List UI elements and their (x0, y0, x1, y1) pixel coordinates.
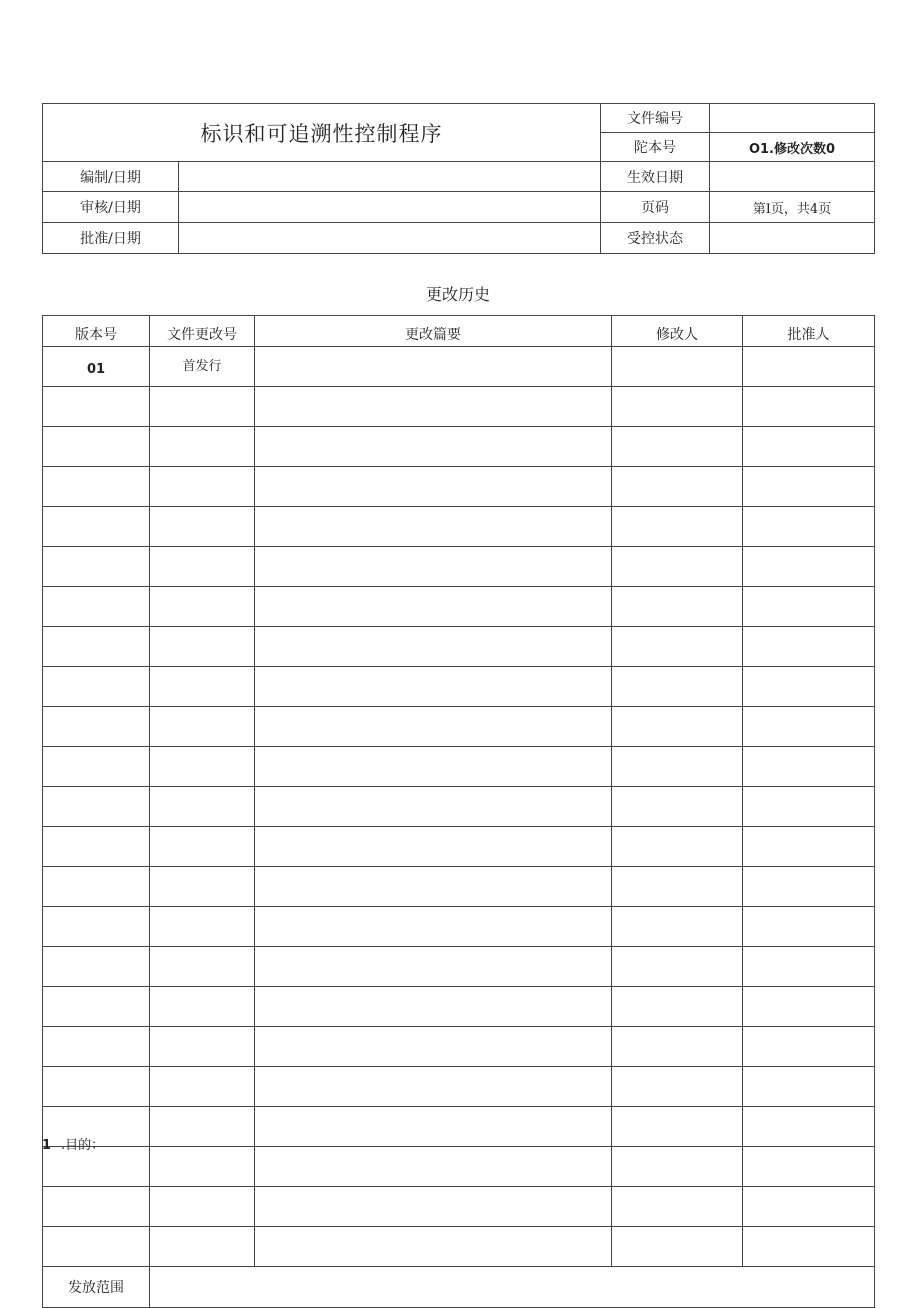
history-header-row (43, 316, 875, 347)
table-cell (255, 987, 612, 1027)
table-cell (43, 947, 150, 987)
table-cell (43, 1187, 150, 1227)
column-header: 修改人 (612, 316, 743, 347)
table-cell (255, 1027, 612, 1067)
table-row (43, 707, 875, 747)
table-row (43, 587, 875, 627)
change-history-title: 更改历史 (425, 285, 490, 304)
table-row (43, 1227, 875, 1267)
table-cell (743, 507, 875, 547)
table-cell (612, 987, 743, 1027)
table-cell (43, 1227, 150, 1267)
table-cell (743, 947, 875, 987)
table-cell (150, 667, 255, 707)
table-cell (255, 427, 612, 467)
table-cell (150, 427, 255, 467)
table-row (43, 1027, 875, 1067)
table-cell (612, 387, 743, 427)
table-cell (612, 1187, 743, 1227)
document-header-table (42, 103, 875, 254)
table-cell (612, 787, 743, 827)
table-cell (612, 1147, 743, 1187)
section-number: 1 (42, 1138, 52, 1153)
table-cell (743, 987, 875, 1027)
table-cell (612, 1067, 743, 1107)
table-row (43, 907, 875, 947)
table-cell (743, 707, 875, 747)
distribution-row (43, 1267, 875, 1308)
column-header: 批准人 (743, 316, 875, 347)
file-number-value (710, 104, 875, 133)
table-cell (43, 1027, 150, 1067)
table-cell (612, 347, 743, 387)
table-cell (743, 1147, 875, 1187)
table-cell (743, 1227, 875, 1267)
table-cell (612, 547, 743, 587)
table-cell (255, 1187, 612, 1227)
table-cell (43, 667, 150, 707)
table-cell (743, 427, 875, 467)
table-cell (612, 827, 743, 867)
table-cell (255, 667, 612, 707)
table-cell (743, 747, 875, 787)
table-cell (43, 867, 150, 907)
table-cell (43, 387, 150, 427)
table-cell (43, 627, 150, 667)
effective-date-value (710, 162, 875, 192)
table-row (43, 947, 875, 987)
document-title: 标识和可追溯性控制程序 (43, 104, 601, 162)
distribution-value (150, 1267, 875, 1308)
table-row (43, 627, 875, 667)
approve-date-value (179, 223, 601, 254)
table-cell (743, 547, 875, 587)
table-cell (612, 707, 743, 747)
table-cell (150, 827, 255, 867)
column-header: 更改篇要 (255, 316, 612, 347)
table-cell (612, 1027, 743, 1067)
table-cell (43, 467, 150, 507)
table-row (43, 747, 875, 787)
table-cell (743, 787, 875, 827)
section-heading (42, 1134, 104, 1153)
table-row (43, 987, 875, 1027)
table-cell (43, 507, 150, 547)
table-cell (150, 787, 255, 827)
table-cell (612, 907, 743, 947)
table-row (43, 347, 875, 387)
table-cell (743, 1107, 875, 1147)
table-cell (612, 427, 743, 467)
table-cell (255, 347, 612, 387)
table-cell (612, 467, 743, 507)
control-status-value (710, 223, 875, 254)
page-number-label: 页码 (601, 192, 710, 223)
table-cell (612, 667, 743, 707)
effective-date-label: 生效日期 (601, 162, 710, 192)
table-cell (612, 1227, 743, 1267)
table-cell (255, 1107, 612, 1147)
table-cell (612, 947, 743, 987)
table-cell (612, 587, 743, 627)
table-cell (743, 827, 875, 867)
table-cell (255, 1227, 612, 1267)
table-cell (612, 1107, 743, 1147)
control-status-label: 受控状态 (601, 223, 710, 254)
table-cell (255, 827, 612, 867)
column-header: 版本号 (43, 316, 150, 347)
version-value: O1.修改次数0 (710, 133, 875, 162)
approve-date-label: 批准/日期 (43, 223, 179, 254)
table-row (43, 1147, 875, 1187)
table-cell (150, 707, 255, 747)
table-cell (255, 947, 612, 987)
table-cell (150, 467, 255, 507)
table-cell (150, 867, 255, 907)
table-row (43, 547, 875, 587)
table-cell (43, 547, 150, 587)
table-cell (150, 507, 255, 547)
compile-date-value (179, 162, 601, 192)
compile-date-label: 编制/日期 (43, 162, 179, 192)
column-header: 文件更改号 (150, 316, 255, 347)
table-cell (150, 627, 255, 667)
table-cell (150, 747, 255, 787)
table-cell (743, 1067, 875, 1107)
version-label: 陀本号 (601, 133, 710, 162)
table-cell: 01 (43, 347, 150, 387)
table-cell (612, 507, 743, 547)
table-cell (743, 867, 875, 907)
table-cell (150, 1227, 255, 1267)
table-cell (43, 747, 150, 787)
table-cell (612, 627, 743, 667)
table-cell (43, 987, 150, 1027)
table-row (43, 787, 875, 827)
table-cell (43, 787, 150, 827)
table-row (43, 1187, 875, 1227)
review-date-label: 审核/日期 (43, 192, 179, 223)
table-cell (743, 907, 875, 947)
change-history-table (42, 315, 875, 1308)
table-cell (150, 587, 255, 627)
table-cell (743, 587, 875, 627)
table-cell (255, 467, 612, 507)
table-cell (150, 1187, 255, 1227)
table-cell (150, 547, 255, 587)
table-cell (255, 867, 612, 907)
table-row (43, 387, 875, 427)
table-cell (150, 387, 255, 427)
table-cell (255, 547, 612, 587)
table-cell (255, 747, 612, 787)
table-cell (43, 707, 150, 747)
table-cell (743, 467, 875, 507)
table-cell (43, 427, 150, 467)
table-cell (43, 907, 150, 947)
table-cell (743, 387, 875, 427)
table-cell (255, 507, 612, 547)
table-cell (743, 1027, 875, 1067)
table-row (43, 827, 875, 867)
table-cell (255, 1147, 612, 1187)
table-cell (150, 1107, 255, 1147)
table-cell (43, 587, 150, 627)
table-cell (743, 627, 875, 667)
table-cell (150, 1067, 255, 1107)
distribution-label: 发放范围 (43, 1267, 150, 1308)
file-number-label: 文件编号 (601, 104, 710, 133)
table-cell (612, 747, 743, 787)
table-cell: 首发行 (150, 347, 255, 387)
table-row (43, 1067, 875, 1107)
table-cell (255, 787, 612, 827)
table-cell (255, 707, 612, 747)
table-cell (743, 667, 875, 707)
table-cell (150, 1147, 255, 1187)
table-cell (150, 907, 255, 947)
table-cell (255, 627, 612, 667)
table-cell (255, 907, 612, 947)
table-cell (255, 1067, 612, 1107)
table-cell (612, 867, 743, 907)
table-cell (150, 1027, 255, 1067)
page-number-value: 第I页，共4页 (710, 192, 875, 223)
section-title: .目的： (61, 1138, 105, 1153)
table-cell (150, 947, 255, 987)
table-cell (743, 347, 875, 387)
table-row (43, 1107, 875, 1147)
table-row (43, 507, 875, 547)
table-cell (43, 827, 150, 867)
table-row (43, 427, 875, 467)
review-date-value (179, 192, 601, 223)
table-row (43, 667, 875, 707)
table-cell (43, 1067, 150, 1107)
table-cell (255, 587, 612, 627)
table-row (43, 467, 875, 507)
table-cell (743, 1187, 875, 1227)
table-cell (255, 387, 612, 427)
table-row (43, 867, 875, 907)
table-cell (150, 987, 255, 1027)
